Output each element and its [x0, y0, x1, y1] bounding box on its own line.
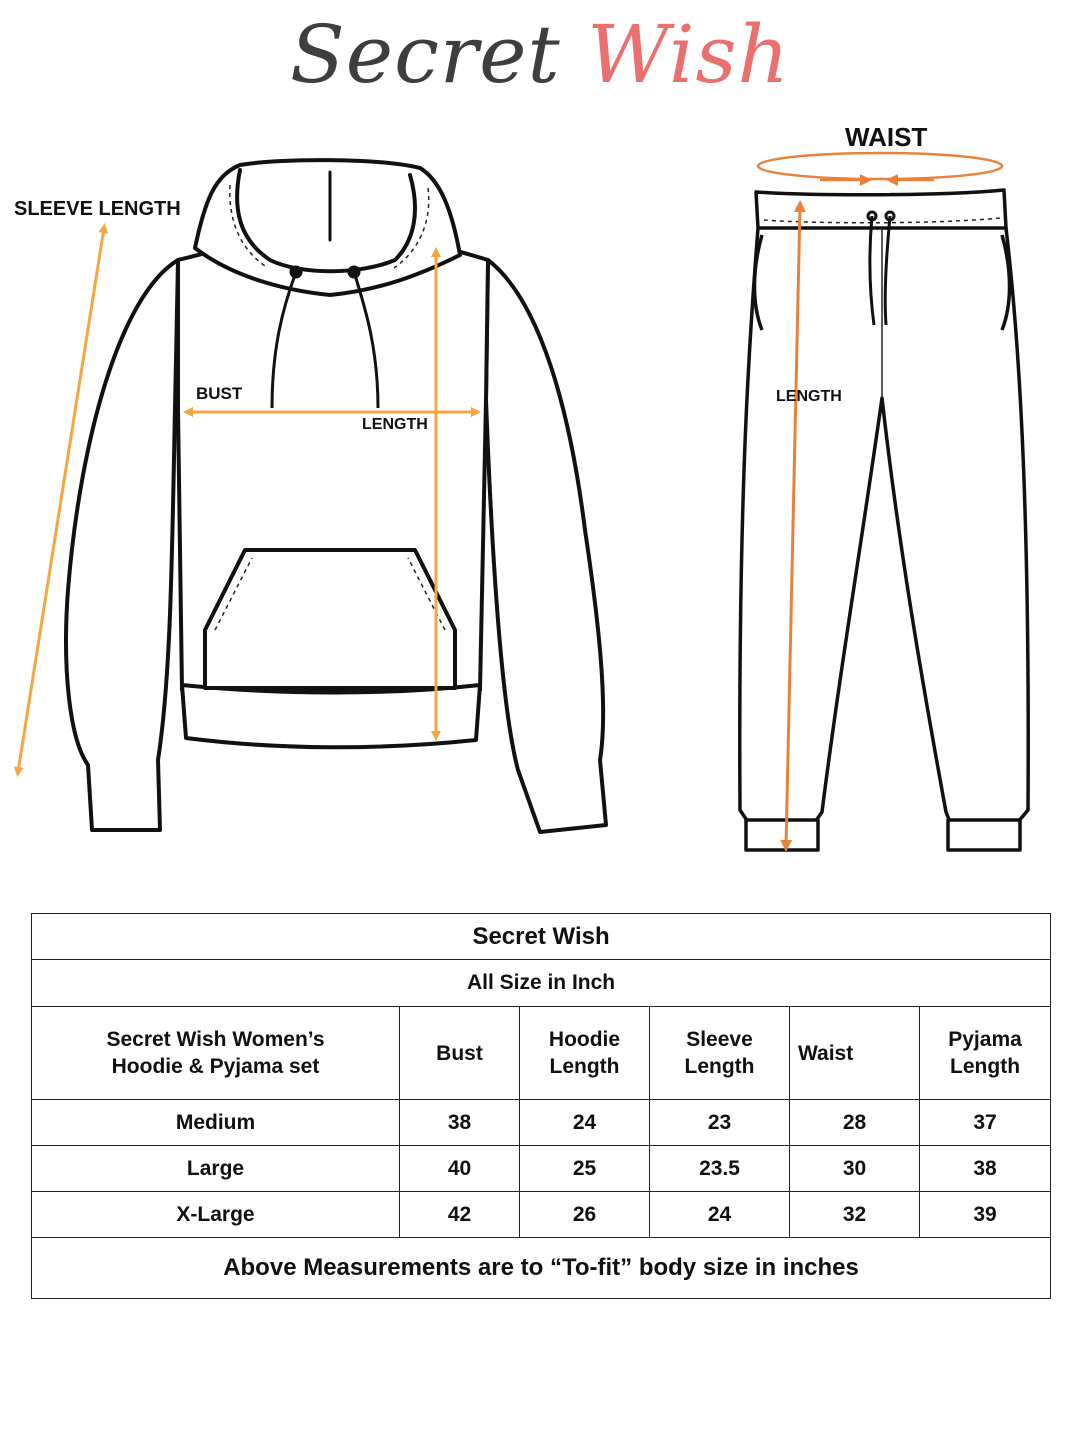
brand-word-wish: Wish — [587, 8, 791, 101]
waist-cell: 30 — [790, 1146, 920, 1192]
table-row — [32, 1192, 1051, 1238]
hoodie-length-cell: 25 — [520, 1146, 650, 1192]
sleeve-length-cell: 24 — [650, 1192, 790, 1238]
bust-cell: 40 — [400, 1146, 520, 1192]
header-pyjama-length: Pyjama Length — [920, 1007, 1051, 1100]
waist-label: WAIST — [845, 122, 928, 152]
waist-loop — [758, 153, 1002, 179]
brand-word-secret: Secret — [289, 8, 561, 101]
pyjama-length-cell: 38 — [920, 1146, 1051, 1192]
brand-logo — [0, 0, 1080, 110]
pyjama-length-label: LENGTH — [776, 388, 842, 405]
table-header-row — [32, 1007, 1051, 1100]
header-hoodie-length: Hoodie Length — [520, 1007, 650, 1100]
sleeve-length-cell: 23.5 — [650, 1146, 790, 1192]
waist-cell: 32 — [790, 1192, 920, 1238]
header-product: Secret Wish Women’s Hoodie & Pyjama set — [32, 1007, 400, 1100]
garment-illustration — [0, 110, 1080, 870]
pyjama-length-cell: 37 — [920, 1100, 1051, 1146]
bust-cell: 38 — [400, 1100, 520, 1146]
table-row — [32, 1146, 1051, 1192]
hoodie-drawing — [66, 160, 606, 832]
table-title: Secret Wish — [32, 914, 1051, 960]
sleeve-length-cell: 23 — [650, 1100, 790, 1146]
hoodie-length-cell: 24 — [520, 1100, 650, 1146]
bust-cell: 42 — [400, 1192, 520, 1238]
garment-diagram — [0, 110, 1080, 870]
header-bust: Bust — [400, 1007, 520, 1100]
header-sleeve-length: Sleeve Length — [650, 1007, 790, 1100]
size-chart-table — [31, 913, 1051, 1299]
table-footer-note: Above Measurements are to “To-fit” body size in inches — [32, 1238, 1051, 1299]
table-unit-note: All Size in Inch — [32, 960, 1051, 1007]
table-row — [32, 1100, 1051, 1146]
sleeve-length-label: SLEEVE LENGTH — [14, 198, 181, 220]
size-cell: Large — [32, 1146, 400, 1192]
size-cell: Medium — [32, 1100, 400, 1146]
hoodie-length-cell: 26 — [520, 1192, 650, 1238]
waist-cell: 28 — [790, 1100, 920, 1146]
bust-label: BUST — [196, 384, 243, 403]
hoodie-length-label: LENGTH — [362, 416, 428, 433]
header-waist: Waist — [790, 1007, 920, 1100]
pyjama-length-cell: 39 — [920, 1192, 1051, 1238]
size-cell: X-Large — [32, 1192, 400, 1238]
